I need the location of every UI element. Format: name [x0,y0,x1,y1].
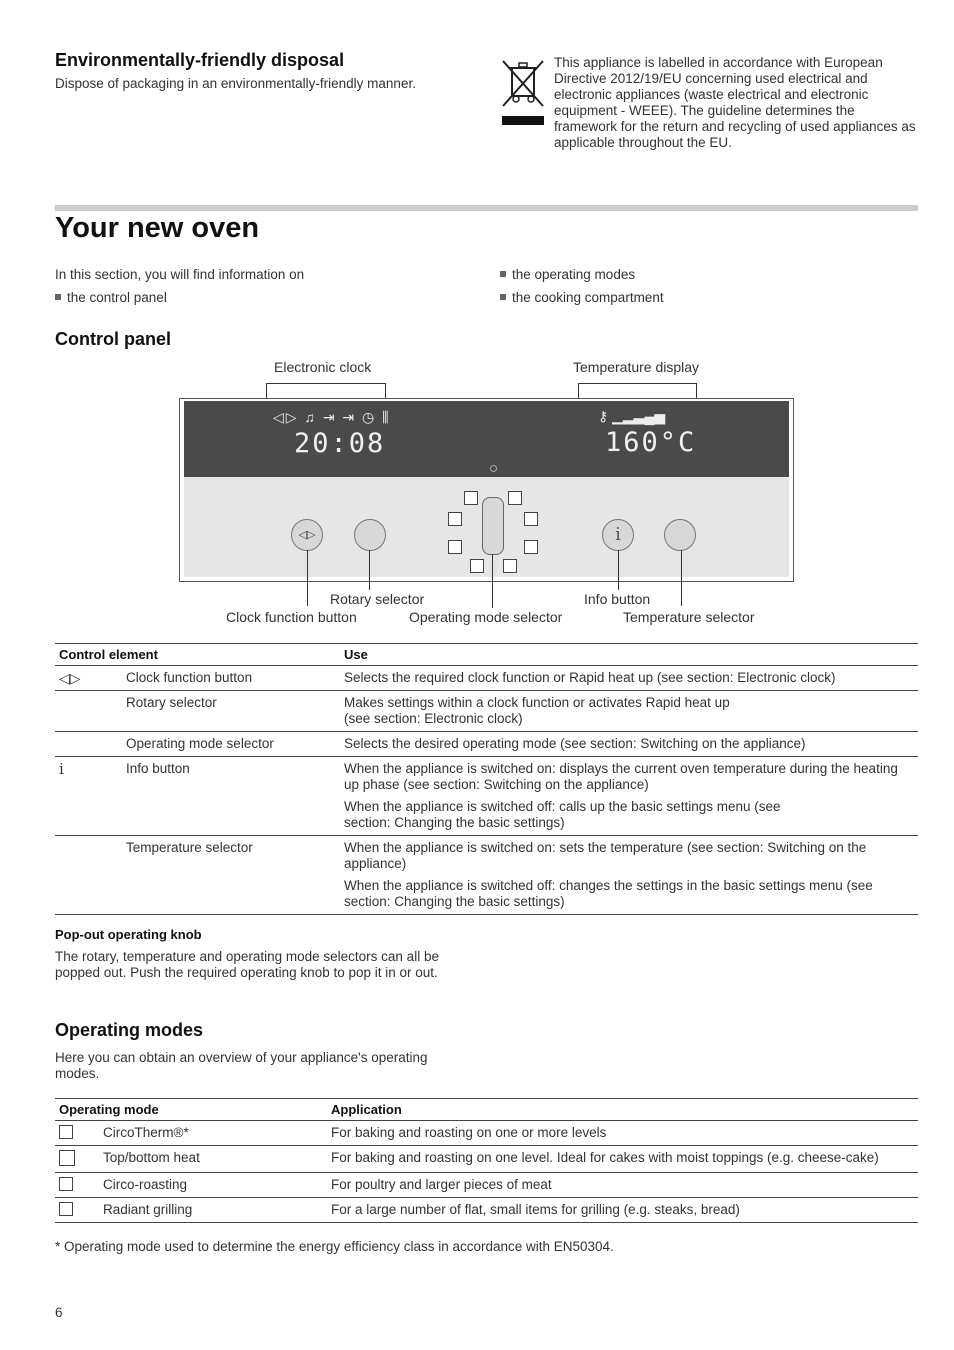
intro-text: In this section, you will find information on [55,267,305,282]
table-row: Radiant grilling For a large number of flat, small items for grilling (e.g. steaks, bread) [55,1198,918,1223]
footnote: * Operating mode used to determine the energy efficiency class in accordance with EN50304. [55,1239,614,1254]
column-header: Operating mode [55,1099,327,1121]
control-panel-heading: Control panel [55,329,171,349]
clock-symbols-icon: ◁▷ ♫ ⇥ ⇥ ◷ ⫼ [273,409,391,425]
top-bottom-heat-icon [59,1150,75,1166]
table-row: Circo-roasting For poultry and larger pieces of meat [55,1173,918,1198]
temperature-display-label: Temperature display [573,359,700,375]
clock-function-button[interactable]: ◁▷ [291,519,323,551]
operating-modes-heading: Operating modes [55,1020,204,1040]
operating-modes-intro: Here you can obtain an overview of your appliance's operating modes. [55,1050,428,1081]
table-row: Temperature selector When the appliance is switched on: sets the temperature (see section: Switching on the appliance) When the appliance is switched off: changes the settings in the basic settings menu (see section: Changing the basic settings) [55,836,918,915]
operating-mode-selector-label: Operating mode selector [409,609,563,625]
info-icon: i [55,757,122,836]
section-divider [55,205,918,211]
top-bottom-heat-icon [524,511,538,529]
table-row: CircoTherm®* For baking and roasting on one or more levels [55,1121,918,1146]
operating-modes-table [55,1098,918,1223]
crossed-bin-icon [500,58,546,130]
table-row: Rotary selector Makes settings within a clock function or activates Rapid heat up (see section: Electronic clock) [55,691,918,732]
list-item: the operating modes [500,267,635,283]
disposal-text: Dispose of packaging in an environmentally-friendly manner. [55,76,416,91]
operating-mode-selector[interactable] [482,497,504,555]
control-panel-illustration [179,398,794,582]
table-row: Top/bottom heat For baking and roasting on one level. Ideal for cakes with moist toppings (e.g. cheese-cake) [55,1146,918,1173]
column-header: Control element [55,644,340,666]
clock-display: 20:08 [294,428,386,459]
circo-roasting-icon [59,1177,73,1191]
electronic-clock-label: Electronic clock [274,359,372,375]
defrost-icon [448,539,462,557]
rotary-selector[interactable] [354,519,386,551]
info-button[interactable]: i [602,519,634,551]
temperature-selector[interactable] [664,519,696,551]
table-row: i Info button When the appliance is switched on: displays the current oven temperature during the heating up phase (see section: Switching on the appliance) When the appliance is switched off: calls up the basic settings menu (see section: Changing the basic settings) [55,757,918,836]
popout-heading: Pop-out operating knob [55,927,202,942]
table-row: Operating mode selector Selects the desired operating mode (see section: Switching on the appliance) [55,732,918,757]
temperature-display: 160°C [605,427,697,458]
control-element-table [55,643,918,915]
fan-icon [508,490,522,508]
weee-text: This appliance is labelled in accordance with European Directive 2012/19/EU concerning used electrical and electronic appliances (waste electrical and electronic equipment - WEEE). The guideline determines the framework for the return and recycling of used appliances as applicable throughout the EU. [554,55,916,150]
clock-function-button-label: Clock function button [226,609,357,625]
radiant-grilling-icon [503,558,517,576]
info-button-label: Info button [584,591,651,607]
grill-icon [448,511,462,529]
bottom-heat-icon [470,558,484,576]
circotherm-icon [59,1125,73,1139]
column-header: Application [327,1099,918,1121]
column-header: Use [340,644,918,666]
temperature-selector-label: Temperature selector [623,609,755,625]
clock-function-icon: ◁▷ [55,666,122,691]
radiant-grilling-icon [59,1202,73,1216]
circo-roasting-icon [524,539,538,557]
disposal-heading: Environmentally-friendly disposal [55,50,345,70]
list-item: the cooking compartment [500,290,664,306]
rotary-selector-label: Rotary selector [330,591,425,607]
key-heat-icon: ⚷ ▁▂▃▄▅ [598,408,666,424]
circotherm-icon [464,490,478,508]
popout-text: The rotary, temperature and operating mode selectors can all be popped out. Push the required operating knob to pop it in or out. [55,949,439,980]
page-title: Your new oven [55,212,260,244]
table-row: ◁▷ Clock function button Selects the required clock function or Rapid heat up (see section: Electronic clock) [55,666,918,691]
list-item: the control panel [55,290,167,306]
indicator-dot [490,465,497,472]
page-number: 6 [55,1305,63,1320]
